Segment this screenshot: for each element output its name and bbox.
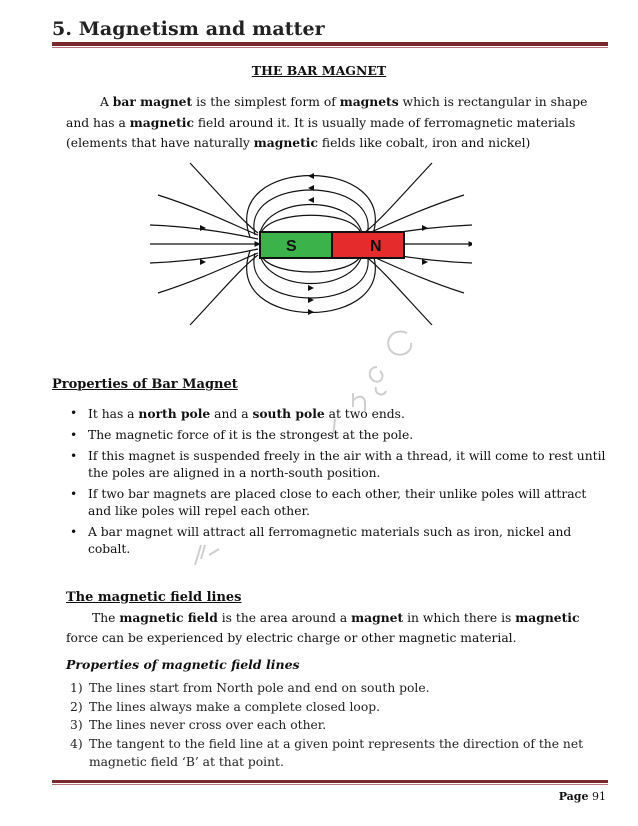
field-props-heading: Properties of magnetic field lines [66, 657, 300, 672]
def-bold: magnet [351, 610, 404, 625]
header-rule-thin [52, 47, 608, 48]
def-text: in which there is [403, 611, 516, 625]
item-text: The lines start from North pole and end on south pole. [89, 681, 430, 695]
list-item: • A bar magnet will attract all ferromagnetic materials such as iron, nickel and cobalt. [70, 525, 572, 556]
item-bold: south pole [252, 406, 325, 421]
item-text: If this magnet is suspended freely in the air with a thread, it will come to rest until the poles are aligned in a north-south position. [88, 449, 606, 480]
north-pole-label: N [370, 238, 382, 255]
item-text: It has a [88, 407, 139, 421]
footer-rule-thin [52, 784, 608, 785]
item-number: 2) [70, 699, 83, 714]
item-text: The magnetic force of it is the strongest at the pole. [88, 428, 414, 442]
field-lines-heading: The magnetic field lines [66, 590, 242, 605]
intro-text: fields like cobalt, iron and nickel) [317, 136, 531, 150]
north-pole [332, 232, 404, 258]
item-text: and a [210, 407, 253, 421]
intro-bold: bar magnet [112, 94, 193, 109]
properties-list [66, 405, 606, 562]
footer-rule [52, 780, 608, 783]
intro-bold: magnets [339, 94, 399, 109]
item-text: The lines always make a complete closed loop. [89, 699, 381, 714]
field-props-list [70, 679, 600, 772]
field-definition [66, 608, 606, 648]
chapter-title: 5. Magnetism and matter [52, 18, 325, 40]
list-item [70, 679, 600, 698]
list-item: • If this magnet is suspended freely in the air with a thread, it will come to rest until the poles are aligned in a north-south position. [70, 449, 606, 480]
list-item: • If two bar magnets are placed close to each other, their unlike poles will attract and like poles will repel each other. [70, 487, 587, 518]
def-text: The [92, 611, 120, 625]
properties-heading: Properties of Bar Magnet [52, 377, 238, 392]
intro-bold: magnetic [253, 135, 318, 150]
intro-paragraph [66, 92, 606, 154]
section-title: THE BAR MAGNET [251, 63, 387, 78]
item-bold: north pole [138, 406, 211, 421]
item-text: at two ends. [324, 407, 405, 421]
bar-magnet-diagram [150, 155, 472, 357]
def-bold: magnetic [515, 610, 580, 625]
page-number [559, 790, 606, 803]
header-rule [52, 42, 608, 46]
list-item: • The magnetic force of it is the strongest at the pole. [70, 428, 414, 442]
item-text: A bar magnet will attract all ferromagnetic materials such as iron, nickel and cobalt. [88, 525, 572, 556]
list-item [70, 735, 600, 772]
item-text: The lines never cross over each other. [89, 718, 327, 732]
item-number: 1) [70, 681, 83, 695]
intro-text: A [100, 95, 113, 109]
intro-bold: magnetic [129, 114, 194, 130]
def-bold: magnetic field [119, 610, 218, 625]
def-text: is the area around a [217, 611, 352, 625]
intro-text: is the simplest form of [192, 95, 340, 109]
list-item: • It has a north pole and a south pole at two ends. [70, 406, 405, 421]
item-number: 3) [70, 718, 83, 732]
intro-text: which is rectangular in shape and has a [66, 95, 588, 130]
page-label: Page [558, 790, 589, 803]
item-text: The tangent to the field line at a given point represents the direction of the net magnetic field ‘B’ at that point. [89, 736, 584, 769]
item-number: 4) [70, 736, 83, 751]
def-text: force can be experienced by electric charge or other magnetic material. [66, 630, 517, 645]
page-number-value: 91 [592, 790, 606, 803]
list-item [70, 716, 600, 735]
south-pole-label: S [286, 238, 297, 255]
item-text: If two bar magnets are placed close to each other, their unlike poles will attract and like poles will repel each other. [88, 487, 587, 518]
list-item [70, 698, 600, 717]
intro-text: field around it. It is usually made of ferromagnetic materials (elements that have naturally [66, 115, 576, 150]
